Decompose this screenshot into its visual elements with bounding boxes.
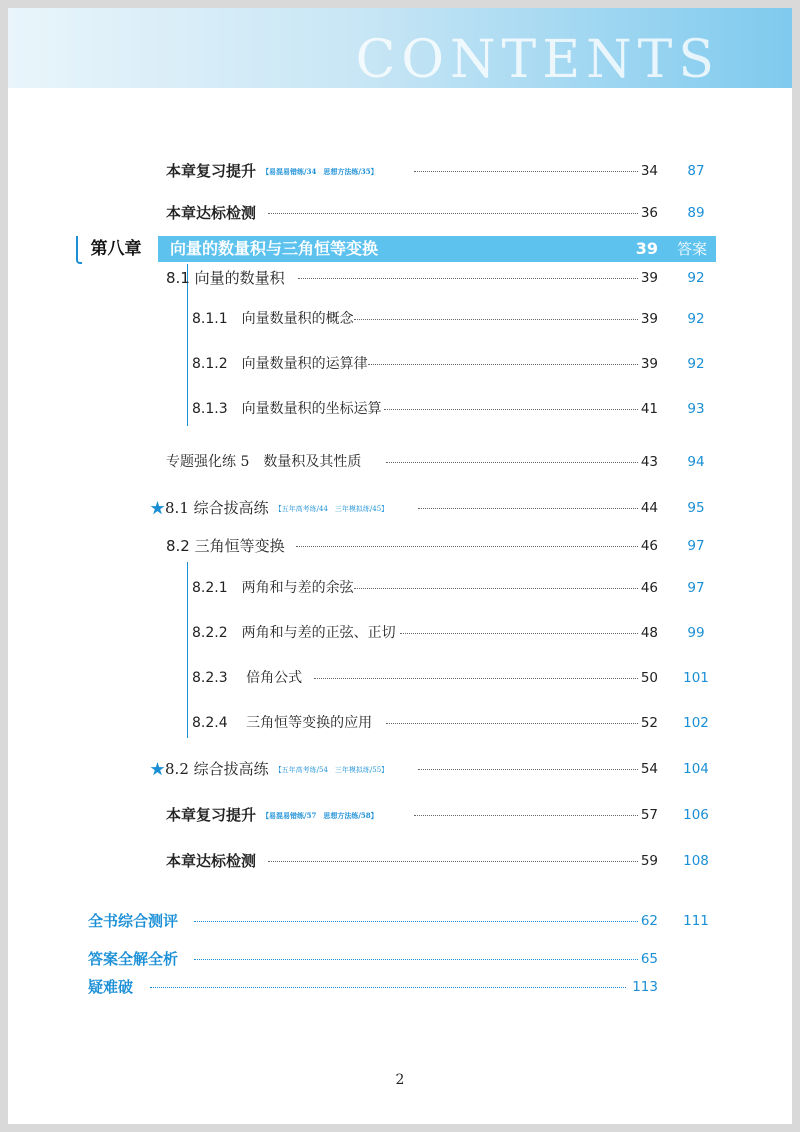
entry-page: 36	[640, 205, 658, 221]
star-icon: ★	[150, 760, 166, 778]
dot-leader	[314, 678, 638, 679]
entry-label: 8.1.3 向量数量积的坐标运算	[192, 401, 382, 417]
dot-leader	[268, 213, 638, 214]
toc-entry[interactable]	[8, 974, 792, 1000]
toc-entry[interactable]	[8, 158, 792, 184]
entry-answer-page: 106	[683, 807, 709, 823]
entry-title: 数量积及其性质	[263, 454, 362, 470]
entry-note: 【五年高考练/44 三年模拟练/45】	[274, 505, 389, 513]
dot-leader	[268, 861, 638, 862]
entry-page: 44	[640, 500, 658, 516]
entry-page: 41	[640, 401, 658, 417]
toc-entry[interactable]	[8, 848, 792, 874]
toc-entry[interactable]	[8, 665, 792, 691]
dot-leader	[418, 508, 638, 509]
dot-leader	[150, 987, 626, 988]
entry-label: 8.1 向量的数量积	[166, 269, 285, 287]
toc-entry[interactable]	[8, 575, 792, 601]
answer-column-header: 答案	[676, 240, 707, 258]
dot-leader	[194, 921, 638, 922]
dot-leader	[386, 462, 638, 463]
entry-page: 54	[640, 761, 658, 777]
entry-answer-page: 92	[687, 356, 705, 372]
entry-page: 65	[640, 951, 658, 967]
entry-page: 34	[640, 163, 658, 179]
toc-entry[interactable]	[8, 802, 792, 828]
page	[8, 8, 792, 1124]
entry-answer-page: 93	[687, 401, 705, 417]
dot-leader	[386, 723, 638, 724]
entry-answer-page: 87	[687, 163, 705, 179]
entry-label: 8.2 综合拔高练	[165, 760, 269, 778]
toc-entry[interactable]	[8, 265, 792, 291]
toc-entry[interactable]	[8, 449, 792, 475]
entry-answer-page: 92	[687, 311, 705, 327]
entry-answer-page: 104	[683, 761, 709, 777]
entry-note: 【易混易错练/34 思想方法练/35】	[262, 167, 378, 176]
dot-leader	[298, 278, 638, 279]
toc-entry[interactable]	[8, 908, 792, 934]
dot-leader	[418, 769, 638, 770]
dot-leader	[414, 815, 638, 816]
entry-answer-page: 94	[687, 454, 705, 470]
entry-page: 46	[640, 580, 658, 596]
dot-leader	[354, 319, 638, 320]
entry-label: 专题强化练 5	[166, 454, 250, 470]
dot-leader	[414, 171, 638, 172]
entry-label: 8.1.2 向量数量积的运算律	[192, 356, 368, 372]
entry-answer-page: 97	[687, 538, 705, 554]
entry-label: 8.2.2 两角和与差的正弦、正切	[192, 625, 396, 641]
entry-page: 39	[640, 311, 658, 327]
entry-page: 46	[640, 538, 658, 554]
entry-label: 本章复习提升	[166, 806, 257, 824]
entry-answer-page: 99	[687, 625, 705, 641]
toc-entry[interactable]	[8, 756, 792, 782]
dot-leader	[400, 633, 638, 634]
entry-label: 8.2.3 倍角公式	[192, 670, 303, 686]
dot-leader	[354, 588, 638, 589]
entry-label: 8.1.1 向量数量积的概念	[192, 311, 354, 327]
star-icon: ★	[150, 499, 166, 517]
entry-page: 50	[640, 670, 658, 686]
chapter-title[interactable]: 向量的数量积与三角恒等变换	[170, 239, 379, 258]
entry-page: 113	[632, 979, 658, 995]
entry-page: 62	[640, 913, 658, 929]
chapter-label: 第八章	[90, 239, 142, 259]
toc-entry[interactable]	[8, 620, 792, 646]
entry-label: 疑难破	[88, 978, 134, 996]
entry-answer-page: 92	[687, 270, 705, 286]
entry-answer-page: 89	[687, 205, 705, 221]
entry-label: 8.1 综合拔高练	[165, 499, 269, 517]
entry-answer-page: 95	[687, 500, 705, 516]
entry-page: 39	[640, 270, 658, 286]
entry-page: 48	[640, 625, 658, 641]
entry-label: 本章复习提升	[166, 162, 257, 180]
entry-answer-page: 111	[683, 913, 709, 929]
entry-page: 39	[640, 356, 658, 372]
entry-note: 【易混易错练/57 思想方法练/58】	[262, 811, 378, 820]
entry-label: 本章达标检测	[166, 852, 257, 870]
dot-leader	[368, 364, 638, 365]
contents-banner	[8, 8, 792, 88]
entry-answer-page: 97	[687, 580, 705, 596]
toc-entry[interactable]	[8, 710, 792, 736]
toc-entry[interactable]	[8, 533, 792, 559]
entry-answer-page: 102	[683, 715, 709, 731]
entry-answer-page: 101	[683, 670, 709, 686]
entry-label: 8.2 三角恒等变换	[166, 537, 285, 555]
dot-leader	[296, 546, 638, 547]
entry-page: 59	[640, 853, 658, 869]
entry-answer-page: 108	[683, 853, 709, 869]
dot-leader	[194, 959, 638, 960]
banner-title: CONTENTS	[355, 30, 720, 90]
chapter-page: 39	[635, 239, 658, 258]
toc-entry[interactable]	[8, 351, 792, 377]
entry-page: 52	[640, 715, 658, 731]
toc-entry[interactable]	[8, 200, 792, 226]
entry-note: 【五年高考练/54 三年模拟练/55】	[274, 766, 389, 774]
page-number: 2	[395, 1072, 405, 1088]
dot-leader	[384, 409, 638, 410]
toc-entry[interactable]	[8, 495, 792, 521]
toc-entry[interactable]	[8, 306, 792, 332]
toc-entry[interactable]	[8, 946, 792, 972]
entry-label: 本章达标检测	[166, 204, 257, 222]
toc-entry[interactable]	[8, 396, 792, 422]
entry-page: 57	[640, 807, 658, 823]
entry-label: 全书综合测评	[88, 912, 179, 930]
entry-page: 43	[640, 454, 658, 470]
entry-label: 答案全解全析	[88, 950, 179, 968]
entry-label: 8.2.4 三角恒等变换的应用	[192, 715, 373, 731]
entry-label: 8.2.1 两角和与差的余弦	[192, 580, 354, 596]
